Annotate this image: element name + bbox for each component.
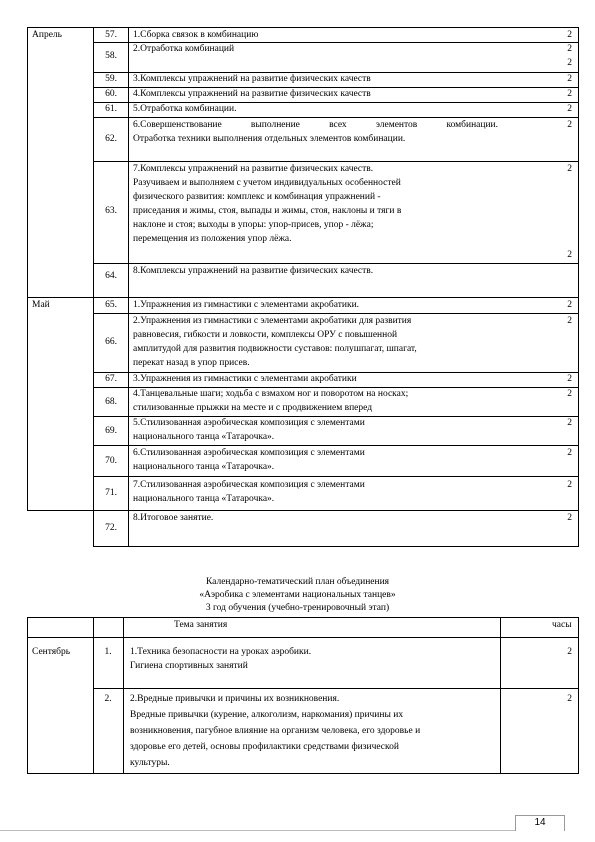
row-hours: 2 (567, 513, 572, 523)
row-hours: 2 (567, 44, 572, 54)
row-number: 57. (105, 30, 117, 40)
row-topic: наклоне и стоя; выходы в упоры: упор-присев, упор - лёжа; (133, 220, 374, 230)
month-may: Май (32, 300, 50, 310)
row-topic: культуры. (130, 758, 170, 768)
row-number: 65. (105, 300, 117, 310)
row-topic: 6.Совершенствование выполнение всех элементов комбинации. (133, 120, 498, 130)
page-number: 14 (534, 817, 546, 828)
row-topic: национального танца «Татарочка». (133, 462, 275, 472)
row-number: 63. (105, 206, 117, 216)
heading-line-2: «Аэробика с элементами национальных танцев» (199, 590, 396, 600)
row-hours: 2 (567, 89, 572, 99)
row-topic: стилизованные прыжки на месте и с продвижением вперед (133, 403, 373, 413)
row-topic: национального танца «Татарочка». (133, 432, 275, 442)
row-topic: 7.Комплексы упражнений на развитие физических качеств. (133, 164, 374, 174)
row-hours: 2 (567, 647, 572, 657)
row-topic: приседания и жимы, стоя, выпады и жимы, стоя, наклоны и тяги в (133, 206, 402, 216)
month-april: Апрель (32, 30, 62, 40)
row-hours: 2 (567, 374, 572, 384)
row-hours: 2 (567, 74, 572, 84)
row-topic: 1.Упражнения из гимнастики с элементами акробатики. (133, 300, 360, 310)
row-hours: 2 (567, 120, 572, 130)
row-topic: 2.Отработка комбинаций (133, 44, 235, 54)
row-topic: равновесия, гибкости и ловкости, комплексы ОРУ с повышенной (133, 330, 398, 340)
header-hours: часы (552, 620, 572, 630)
row-number: 70. (105, 456, 117, 466)
row-number: 72. (105, 523, 117, 533)
row-topic: 1.Техника безопасности на уроках аэробики. (130, 647, 312, 657)
row-hours: 2 (567, 418, 572, 428)
row-hours: 2 (567, 30, 572, 40)
row-number: 64. (105, 271, 117, 281)
row-topic: 7.Стилизованная аэробическая композиция с элементами (133, 480, 365, 490)
row-topic: 8.Итоговое занятие. (133, 513, 214, 523)
row-hours: 2 (567, 300, 572, 310)
row-topic: физического развития: комплекс и комбинация упражнений - (133, 192, 381, 202)
heading-line-3: 3 год обучения (учебно-тренировочный этап) (205, 603, 390, 613)
row-topic: 4.Комплексы упражнений на развитие физических качеств (133, 89, 371, 99)
row-hours: 2 (567, 448, 572, 458)
row-number: 62. (105, 134, 117, 144)
row-topic: перекат назад в упор присев. (133, 358, 250, 368)
row-topic: возникновения, пагубное влияние на организм человека, его здоровье и (130, 726, 421, 736)
row-hours: 2 (567, 316, 572, 326)
row-number: 61. (105, 104, 117, 114)
row-topic: 2.Упражнения из гимнастики с элементами акробатики для развития (133, 316, 412, 326)
row-topic: Гигиена спортивных занятий (130, 661, 248, 671)
row-topic: Разучиваем и выполняем с учетом индивидуальных особенностей (133, 178, 401, 188)
row-topic: 8.Комплексы упражнений на развитие физических качеств. (133, 266, 374, 276)
row-number: 58. (105, 51, 117, 61)
row-hours: 2 (567, 389, 572, 399)
row-topic: 1.Сборка связок в комбинацию (133, 30, 259, 40)
row-topic: 2.Вредные привычки и причины их возникновения. (130, 694, 340, 704)
row-hours: 2 (567, 480, 572, 490)
row-number: 59. (105, 74, 117, 84)
heading-line-1: Календарно-тематический план объединения (205, 577, 390, 587)
row-topic: 3.Комплексы упражнений на развитие физических качеств (133, 74, 371, 84)
row-hours: 2 (567, 250, 572, 260)
row-topic: 5.Стилизованная аэробическая композиция с элементами (133, 418, 365, 428)
row-topic: 3.Упражнения из гимнастики с элементами акробатики (133, 374, 357, 384)
row-number: 2. (104, 694, 112, 704)
month-september: Сентябрь (32, 647, 71, 657)
row-topic: 4.Танцевальные шаги; ходьба с взмахом ног и поворотом на носках; (133, 389, 409, 399)
row-number: 68. (105, 397, 117, 407)
row-topic: национального танца «Татарочка». (133, 494, 275, 504)
row-topic: 6.Стилизованная аэробическая композиция с элементами (133, 448, 365, 458)
row-topic: 5.Отработка комбинации. (133, 104, 237, 114)
row-number: 67. (105, 374, 117, 384)
row-topic: Отработка техники выполнения отдельных элементов комбинации. (133, 134, 406, 144)
row-hours: 2 (567, 694, 572, 704)
row-hours: 2 (567, 104, 572, 114)
row-topic: перемещения из положения упор лёжа. (133, 234, 292, 244)
row-number: 60. (105, 89, 117, 99)
row-topic: амплитудой для развития подвижности суставов: полушпагат, шпагат, (133, 344, 417, 354)
row-number: 1. (104, 647, 112, 657)
row-number: 71. (105, 488, 117, 498)
row-hours: 2 (567, 164, 572, 174)
row-topic: здоровье его детей, основы профилактики средствами физической (130, 742, 399, 752)
row-number: 69. (105, 426, 117, 436)
header-topic: Тема занятия (174, 620, 228, 630)
row-topic: Вредные привычки (курение, алкоголизм, наркомания) причины их (130, 710, 404, 720)
row-hours: 2 (567, 58, 572, 68)
row-number: 66. (105, 337, 117, 347)
